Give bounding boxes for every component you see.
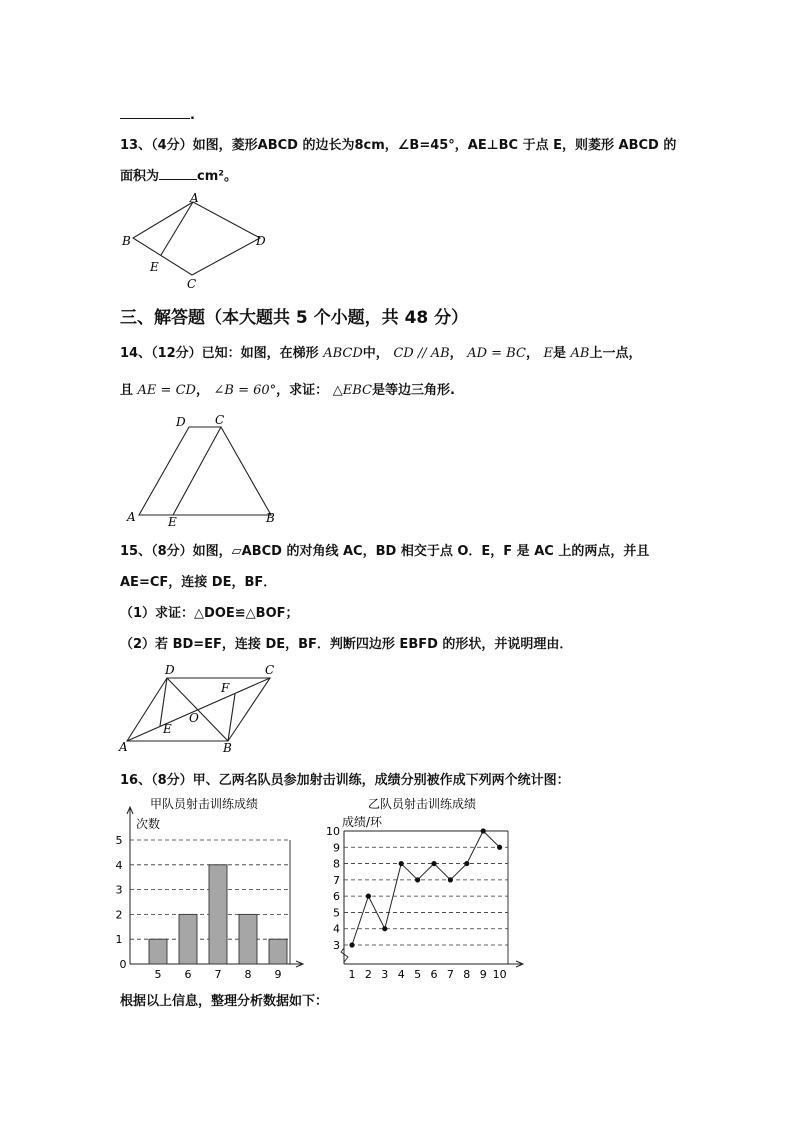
diagonal-bd <box>167 678 228 741</box>
data-point <box>431 861 436 866</box>
y-tick-label: 4 <box>115 858 123 872</box>
label-a: A <box>190 191 199 205</box>
label-c: C <box>265 663 275 677</box>
q15-line1: 15、（8分）如图，▱ABCD 的对角线 AC，BD 相交于点 O．E，F 是 AC 上的两点，并且 <box>120 544 650 559</box>
data-point <box>481 828 486 833</box>
trapezoid-abcd <box>139 427 271 515</box>
label-e: E <box>163 722 172 736</box>
label-d: D <box>165 663 175 677</box>
segment-ce <box>173 427 221 515</box>
q15-part2: （2）若 BD=EF，连接 DE，BF．判断四边形 EBFD 的形状，并说明理由． <box>120 637 573 652</box>
x-tick-label: 8 <box>244 968 252 981</box>
label-a: A <box>127 510 136 524</box>
data-point <box>382 926 387 931</box>
x-tick-label: 9 <box>479 968 487 981</box>
x-tick-label: 4 <box>397 968 405 981</box>
label-e: E <box>168 515 177 529</box>
q13-line1: 13、（4分）如图，菱形ABCD 的边长为8cm，∠B=45°，AE⊥BC 于点 E，则菱形 ABCD 的 <box>120 138 677 153</box>
data-point <box>464 861 469 866</box>
q14-line2: 且 AE = CD， ∠B = 60°，求证： △EBC是等边三角形. <box>120 383 455 398</box>
data-point <box>399 861 404 866</box>
x-tick-label: 1 <box>348 968 356 981</box>
y-tick-label: 1 <box>115 933 123 947</box>
q16-after-text: 根据以上信息，整理分析数据如下： <box>120 994 329 1009</box>
chart-title: 甲队员射击训练成绩 <box>150 797 259 811</box>
bar <box>239 914 257 964</box>
q16-line1: 16、（8分）甲、乙两名队员参加射击训练，成绩分别被作成下列两个统计图： <box>120 773 570 788</box>
segment-ae <box>161 202 193 255</box>
q15-line2: AE=CF，连接 DE，BF． <box>120 575 277 590</box>
label-c: C <box>215 413 225 427</box>
x-tick-label: 3 <box>381 968 389 981</box>
label-o: O <box>189 711 199 725</box>
y-tick-label: 3 <box>115 883 123 897</box>
label-d: D <box>176 415 186 429</box>
q14-line1: 14、（12分）已知：如图，在梯形 ABCD中， CD // AB， AD = BC， E是 AB上一点， <box>120 346 642 361</box>
x-tick-label: 7 <box>214 968 222 981</box>
y-tick-label: 5 <box>333 906 340 920</box>
x-tick-label: 8 <box>463 968 471 981</box>
x-tick-label: 6 <box>430 968 438 981</box>
label-b: B <box>122 234 131 248</box>
y-tick-label: 6 <box>333 890 340 904</box>
bar <box>179 914 197 964</box>
segment-de <box>160 678 167 726</box>
y-tick-label: 0 <box>119 958 127 971</box>
q15-parallelogram-figure <box>115 660 285 755</box>
x-tick-label: 2 <box>364 968 372 981</box>
y-tick-label: 4 <box>333 922 340 936</box>
x-tick-label: 10 <box>492 968 507 981</box>
label-f: F <box>221 681 230 695</box>
line-chart-yi <box>318 792 533 982</box>
y-tick-label: 5 <box>115 834 123 847</box>
section-title: 三、解答题（本大题共 5 个小题，共 48 分） <box>120 308 469 328</box>
q13-rhombus-figure <box>110 190 285 290</box>
y-tick-label: 10 <box>326 825 340 838</box>
bar <box>149 939 167 964</box>
bar <box>209 865 227 964</box>
q13-line2 <box>120 165 237 184</box>
label-a: A <box>119 740 128 754</box>
data-point <box>366 894 371 899</box>
q13-unit: cm²。 <box>197 169 237 184</box>
q13-answer-blank <box>159 167 197 180</box>
y-axis-label: 成绩/环 <box>342 815 383 829</box>
chart-title: 乙队员射击训练成绩 <box>368 797 477 811</box>
data-point <box>415 877 420 882</box>
label-b: B <box>266 511 275 525</box>
y-tick-label: 3 <box>333 939 340 952</box>
label-e: E <box>150 260 159 274</box>
data-point <box>448 877 453 882</box>
q15-part1: （1）求证：△DOE≌△BOF； <box>120 606 299 621</box>
segment-bf <box>228 694 235 741</box>
x-tick-label: 6 <box>184 968 192 981</box>
label-b: B <box>223 741 232 755</box>
y-axis-label: 次数 <box>136 817 161 831</box>
y-tick-label: 7 <box>333 873 340 887</box>
y-tick-label: 2 <box>115 908 123 922</box>
label-d: D <box>256 234 266 248</box>
answer-blank-line: . <box>120 104 195 123</box>
q13-prefix: 面积为 <box>120 169 160 184</box>
y-tick-label: 9 <box>333 841 340 855</box>
bar-chart-jia <box>112 792 317 982</box>
x-tick-label: 9 <box>274 968 282 981</box>
x-tick-label: 5 <box>154 968 162 981</box>
y-tick-label: 8 <box>333 857 340 871</box>
bar <box>269 939 287 964</box>
q14-trapezoid-figure <box>118 410 293 530</box>
data-point <box>349 942 354 947</box>
label-c: C <box>187 277 197 290</box>
x-tick-label: 7 <box>446 968 454 981</box>
data-point <box>497 845 502 850</box>
series-line <box>352 831 500 945</box>
x-tick-label: 5 <box>414 968 422 981</box>
